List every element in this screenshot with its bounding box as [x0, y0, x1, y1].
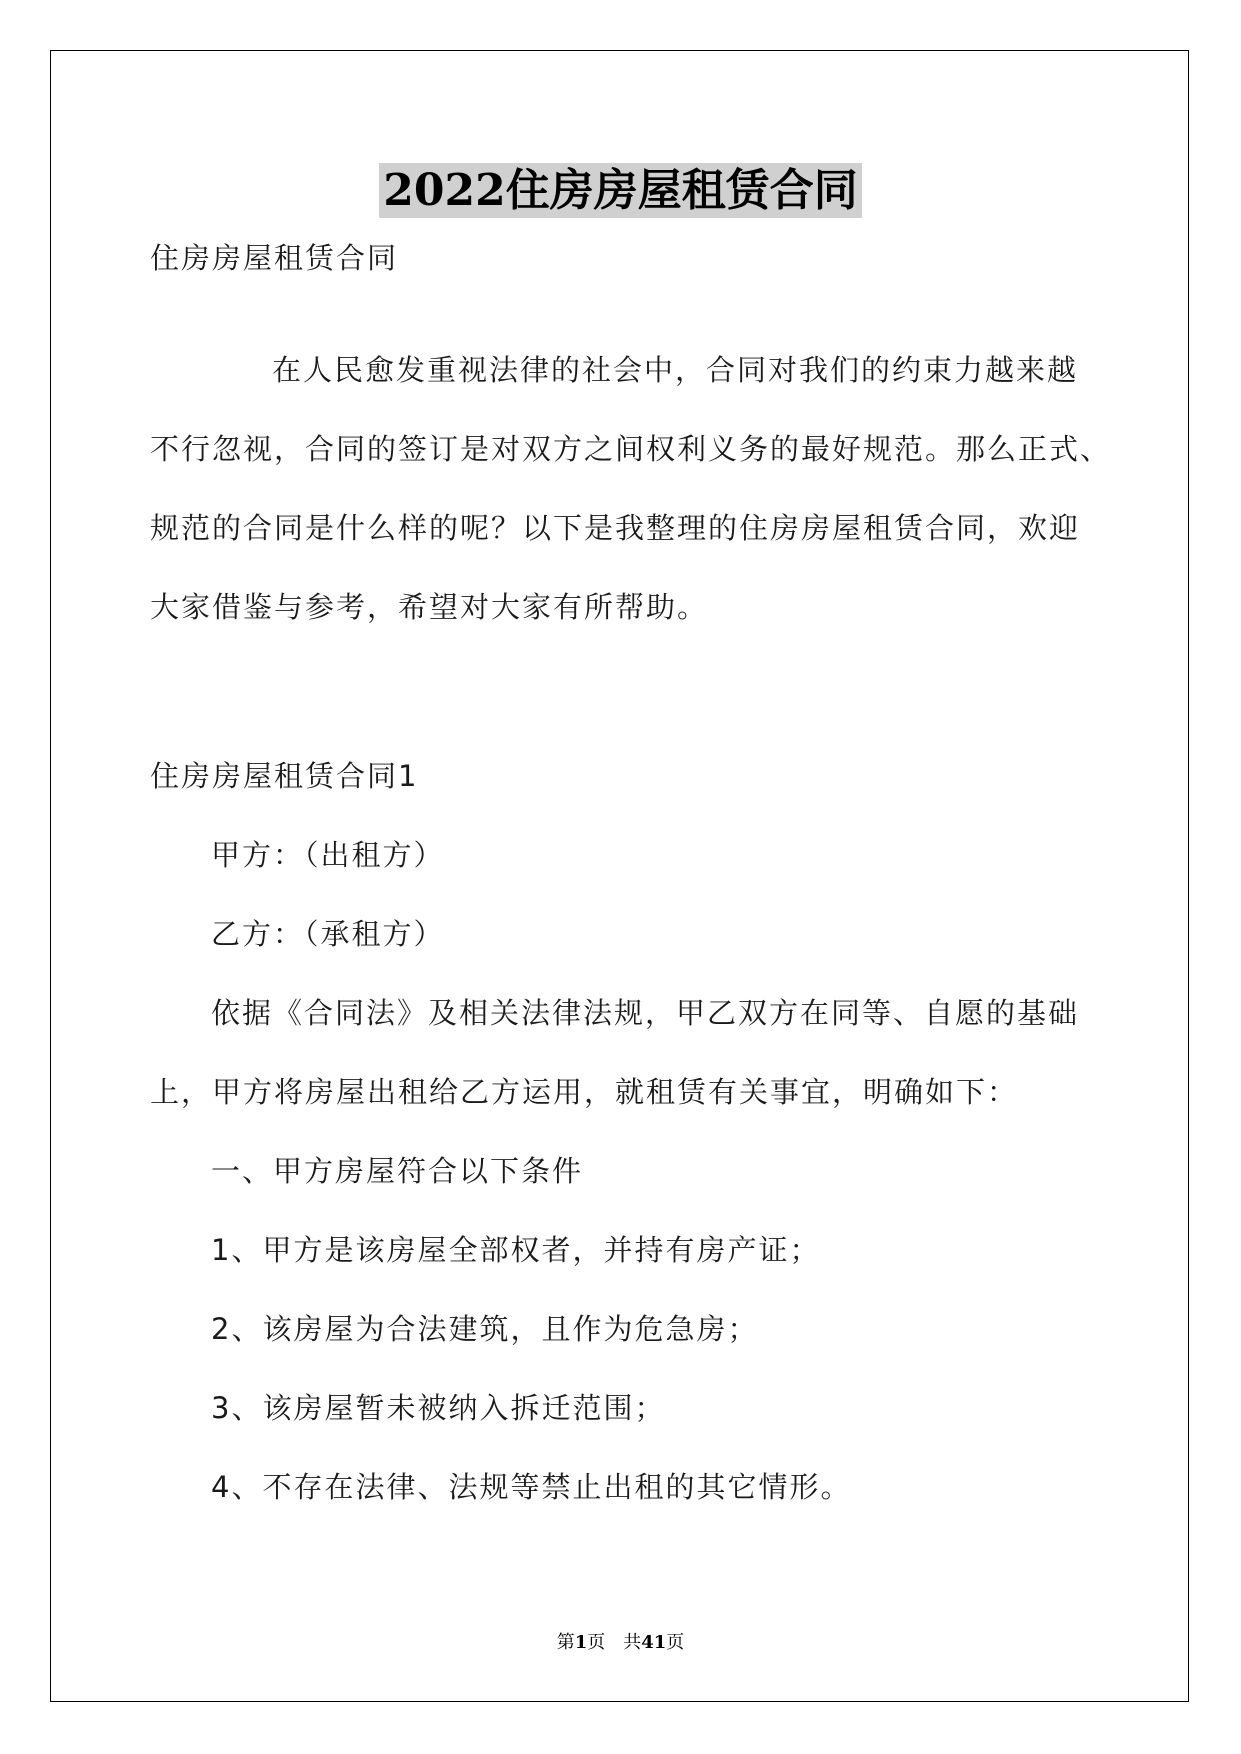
basis-line-1: 依据《合同法》及相关法律法规，甲乙双方在同等、自愿的基础 [211, 996, 1080, 1030]
page-border [50, 50, 1189, 1702]
footer-suffix: 页 [666, 1632, 685, 1653]
document-title [0, 154, 1241, 218]
condition-item-4: 4、不存在法律、法规等禁止出租的其它情形。 [211, 1470, 852, 1504]
clause-heading: 一、甲方房屋符合以下条件 [211, 1154, 584, 1188]
footer-prefix: 第 [556, 1632, 575, 1653]
party-a-line: 甲方：（出租方） [211, 838, 445, 872]
intro-line-4: 大家借鉴与参考，希望对大家有所帮助。 [150, 590, 709, 624]
basis-line-2: 上，甲方将房屋出租给乙方运用，就租赁有关事宜，明确如下： [150, 1075, 1019, 1109]
condition-item-3: 3、该房屋暂未被纳入拆迁范围； [211, 1391, 666, 1425]
condition-item-2: 2、该房屋为合法建筑，且作为危急房； [211, 1312, 759, 1346]
footer-total-pages: 41 [641, 1632, 667, 1653]
intro-line-2: 不行忽视，合同的签订是对双方之间权利义务的最好规范。那么正式、 [150, 432, 1112, 466]
party-b-line: 乙方：（承租方） [211, 917, 445, 951]
page-footer [0, 1628, 1241, 1654]
intro-line-3: 规范的合同是什么样的呢？以下是我整理的住房房屋租赁合同，欢迎 [150, 511, 1081, 545]
document-title-text: 2022住房房屋租赁合同 [379, 163, 861, 218]
intro-line-1: 在人民愈发重视法律的社会中，合同对我们的约束力越来越 [272, 353, 1079, 387]
footer-mid: 页 共 [587, 1632, 642, 1653]
footer-page-number: 1 [574, 1632, 588, 1653]
document-subtitle: 住房房屋租赁合同 [150, 241, 399, 275]
condition-item-1: 1、甲方是该房屋全部权者，并持有房产证； [211, 1233, 821, 1267]
section-heading: 住房房屋租赁合同1 [150, 759, 419, 793]
